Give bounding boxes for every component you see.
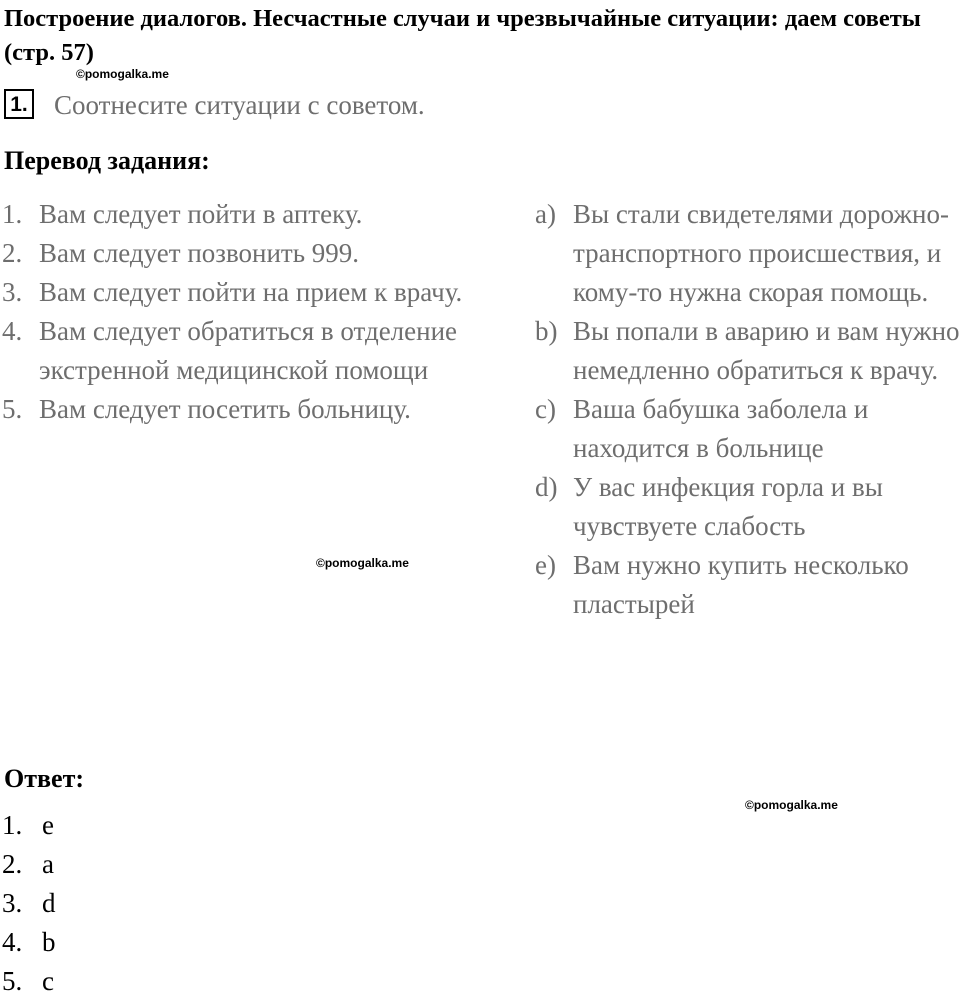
advice-item — [2, 234, 482, 273]
translation-heading: Перевод задания: — [4, 146, 210, 175]
situation-item — [535, 390, 960, 468]
answer-item — [2, 845, 56, 884]
watermark: ©pomogalka.me — [76, 67, 169, 81]
situation-item — [535, 195, 960, 312]
list-marker: c) — [535, 394, 556, 424]
answer-item — [2, 884, 56, 923]
situation-text: Вы стали свидетелями дорожно-транспортного происшествия, и кому-то нужна скорая помощь. — [573, 199, 949, 307]
list-marker: e) — [535, 550, 556, 580]
list-marker: 4. — [2, 316, 23, 346]
advice-text: Вам следует обратиться в отделение экстренной медицинской помощи — [39, 316, 458, 385]
answer-heading: Ответ: — [4, 764, 85, 793]
situation-text: Вы попали в аварию и вам нужно немедленно обратиться к врачу. — [573, 316, 960, 385]
answer-value: a — [42, 849, 54, 879]
advice-text: Вам следует пойти в аптеку. — [39, 199, 363, 229]
situation-text: У вас инфекция горла и вы чувствуете слабость — [573, 472, 883, 541]
watermark: ©pomogalka.me — [316, 556, 409, 570]
list-marker: 2. — [2, 849, 23, 879]
list-marker: 1. — [2, 199, 23, 229]
advice-list — [2, 195, 482, 429]
list-marker: 5. — [2, 394, 23, 424]
advice-item — [2, 273, 482, 312]
advice-text: Вам следует посетить больницу. — [39, 394, 411, 424]
list-marker: 1. — [2, 810, 23, 840]
list-marker: d) — [535, 472, 558, 502]
list-marker: a) — [535, 199, 556, 229]
answer-item — [2, 806, 56, 845]
situation-text: Вам нужно купить несколько пластырей — [573, 550, 909, 619]
answer-item — [2, 962, 56, 1001]
answer-value: d — [42, 888, 56, 918]
advice-text: Вам следует позвонить 999. — [39, 238, 360, 268]
answer-value: e — [42, 810, 54, 840]
task-instruction: Соотнесите ситуации с советом. — [54, 90, 425, 120]
watermark: ©pomogalka.me — [745, 798, 838, 812]
list-marker: 3. — [2, 888, 23, 918]
list-marker: 3. — [2, 277, 23, 307]
situation-list — [535, 195, 960, 624]
situation-item — [535, 468, 960, 546]
answer-value: c — [42, 966, 54, 996]
answer-item — [2, 923, 56, 962]
situation-item — [535, 546, 960, 624]
page-title: Построение диалогов. Несчастные случаи и чрезвычайные ситуации: даем советы (стр. 57) — [4, 5, 921, 66]
list-marker: 4. — [2, 927, 23, 957]
advice-text: Вам следует пойти на прием к врачу. — [39, 277, 463, 307]
situation-item — [535, 312, 960, 390]
list-marker: 2. — [2, 238, 23, 268]
task-number-box: 1. — [4, 89, 34, 119]
list-marker: b) — [535, 316, 558, 346]
answer-list — [2, 806, 56, 1001]
advice-item — [2, 390, 482, 429]
advice-item — [2, 195, 482, 234]
list-marker: 5. — [2, 966, 23, 996]
situation-text: Ваша бабушка заболела и находится в больнице — [573, 394, 869, 463]
advice-item — [2, 312, 482, 390]
answer-value: b — [42, 927, 56, 957]
